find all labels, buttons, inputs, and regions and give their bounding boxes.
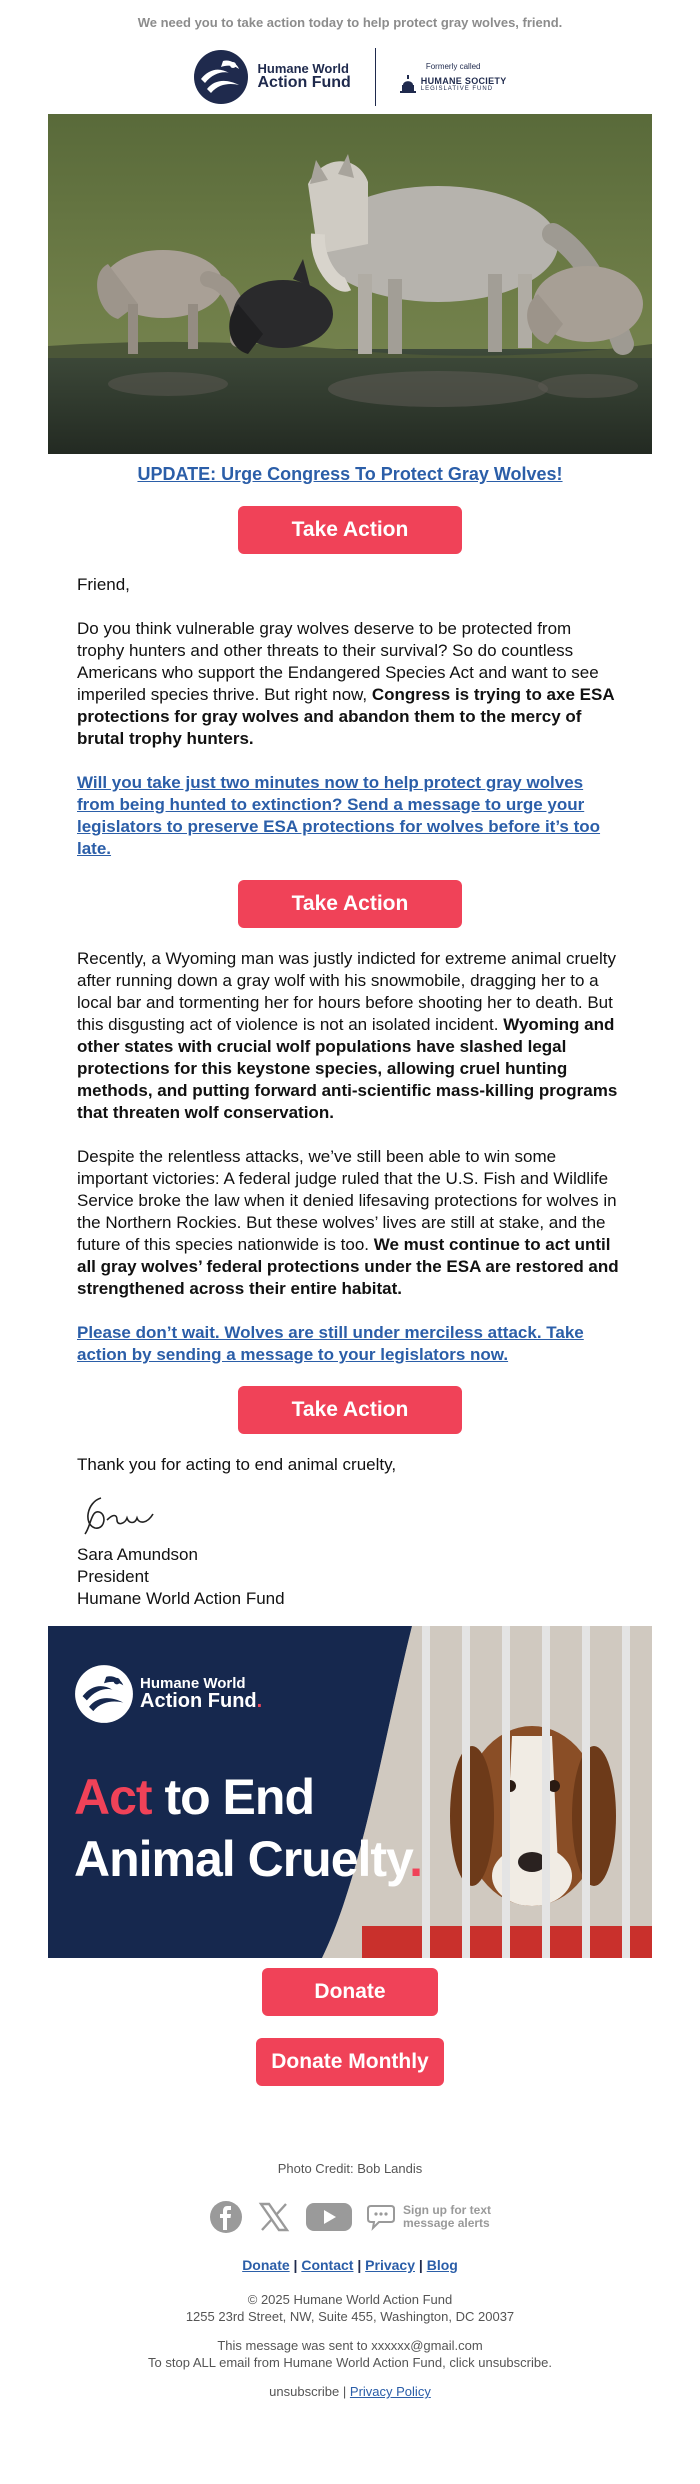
banner-headline-line2-text: Animal Cruelty <box>74 1831 410 1887</box>
mailing-address: 1255 23rd Street, NW, Suite 455, Washington, DC 20037 <box>185 2309 515 2324</box>
signer-name: Sara Amundson <box>77 1545 198 1564</box>
copyright: © 2025 Humane World Action Fund <box>247 2292 453 2307</box>
hsls-sub: LEGISLATIVE FUND <box>420 85 494 92</box>
footer-email-block <box>0 2337 700 2371</box>
footer-address-block <box>0 2291 700 2325</box>
paragraph-2-text: Recently, a Wyoming man was justly indicted for extreme animal cruelty after running down a gray wolf with his snowmobile, dragging her to a local bar and tormenting her for hours before shooting her to death. But this disgusting act of violence is not an isolated incident. <box>77 949 617 1034</box>
donate-monthly-row <box>0 2038 700 2086</box>
paragraph-3 <box>77 1146 623 1300</box>
action-link-1-row <box>77 772 623 860</box>
paragraph-2 <box>77 948 623 1124</box>
paragraph-2-bold: Wyoming and other states with crucial wolf populations have slashed legal protections for this keystone species, allowing cruel hunting methods, and putting forward anti-scientific mass-killing programs that threaten wolf conservation. <box>77 1015 618 1122</box>
footer-link-contact[interactable]: Contact <box>301 2257 354 2273</box>
sms-signup[interactable] <box>367 2202 491 2232</box>
footer-links <box>0 2257 700 2273</box>
preheader-text: We need you to take action today to help protect gray wolves, friend. <box>137 15 563 30</box>
banner-logo-dot: . <box>256 1690 263 1713</box>
signature-image <box>77 1484 623 1544</box>
banner-logo-line2-text: Action Fund <box>140 1690 257 1713</box>
closing-line: Thank you for acting to end animal cruelty, <box>77 1455 397 1474</box>
cta-row-1 <box>0 506 700 554</box>
banner-headline-rest: to End <box>151 1769 314 1825</box>
hwaf-wordmark <box>257 62 350 92</box>
footer-link-donate[interactable]: Donate <box>242 2257 290 2273</box>
formerly-called-label: Formerly called <box>425 61 481 71</box>
paragraph-1 <box>77 618 623 750</box>
footer-separator: | <box>342 2384 347 2399</box>
social-links <box>0 2197 700 2237</box>
facebook-icon[interactable] <box>209 2200 243 2234</box>
logo-divider <box>375 48 376 106</box>
update-link-row <box>0 464 700 490</box>
wolf-photo-illustration <box>48 114 652 454</box>
action-link-2-row <box>77 1322 623 1366</box>
cta-row-2 <box>0 880 700 928</box>
donate-monthly-button[interactable]: Donate Monthly <box>256 2038 444 2086</box>
banner-headline <box>74 1766 422 1890</box>
youtube-icon[interactable] <box>305 2200 353 2234</box>
banner-wordmark <box>140 1676 262 1713</box>
photo-credit: Photo Credit: Bob Landis <box>277 2161 423 2176</box>
signer-org: Humane World Action Fund <box>77 1589 285 1608</box>
take-action-button-3[interactable]: Take Action <box>238 1386 462 1434</box>
sent-to-line: This message was sent to xxxxxx@gmail.com <box>217 2338 483 2353</box>
letter-body-2 <box>0 948 700 1366</box>
logo-header <box>0 40 700 114</box>
banner-logo-line2 <box>140 1691 262 1712</box>
banner-headline-line2 <box>74 1828 422 1890</box>
hsls-logo <box>400 62 507 93</box>
paragraph-3-bold: We must continue to act until all gray wolves’ federal protections under the ESA are restored and strengthened across their entire habitat. <box>77 1235 619 1298</box>
take-action-button-1[interactable]: Take Action <box>238 506 462 554</box>
footer-separator: | <box>357 2257 362 2273</box>
greeting: Friend, <box>77 575 130 594</box>
cta-row-3 <box>0 1386 700 1434</box>
hwaf-line2: Action Fund <box>257 74 351 92</box>
footer-link-privacy[interactable]: Privacy <box>365 2257 415 2273</box>
footer <box>0 2160 700 2400</box>
footer-unsubscribe-row <box>0 2383 700 2400</box>
privacy-policy-link[interactable]: Privacy Policy <box>349 2384 431 2399</box>
footer-separator: | <box>418 2257 423 2273</box>
stop-all-line: To stop ALL email from Humane World Action Fund, click unsubscribe. <box>148 2355 552 2370</box>
banner-logo <box>74 1664 262 1724</box>
banner-globe-icon <box>74 1664 134 1724</box>
hsls-name: HUMANE SOCIETY <box>420 75 507 86</box>
sms-line1: Sign up for text <box>403 2203 491 2218</box>
signer-title: President <box>77 1567 149 1586</box>
banner-headline-red: Act <box>74 1769 152 1825</box>
capitol-icon <box>400 75 416 93</box>
sign-off <box>0 1454 700 1610</box>
paragraph-1-bold: Congress is trying to axe ESA protections for gray wolves and abandon them to the mercy of brutal trophy hunters. <box>77 685 614 748</box>
donate-row <box>0 1968 700 2016</box>
banner-logo-line1: Humane World <box>140 1674 246 1692</box>
banner-headline-dot: . <box>409 1831 423 1887</box>
action-link-1[interactable]: Will you take just two minutes now to help protect gray wolves from being hunted to extinction? Send a message to urge your legislators to preserve ESA protections for wolves before it’s too late. <box>77 773 601 858</box>
action-link-2[interactable]: Please don’t wait. Wolves are still under merciless attack. Take action by sending a message to your legislators now. <box>77 1323 584 1364</box>
chat-bubble-icon <box>367 2202 397 2232</box>
hero-wolf-photo[interactable] <box>48 114 652 454</box>
unsubscribe-link[interactable]: unsubscribe <box>269 2384 340 2399</box>
paragraph-3-text: Despite the relentless attacks, we’ve still been able to win some important victories: A federal judge ruled that the U.S. Fish and Wildlife Service broke the law when it denied lifesaving protections for wolves in the Northern Rockies. But these wolves’ lives are still at stake, and the future of this species nationwide is too. <box>77 1147 617 1254</box>
sms-line2: message alerts <box>403 2216 490 2230</box>
footer-separator: | <box>293 2257 298 2273</box>
signature-icon <box>77 1484 177 1544</box>
signer-block <box>77 1544 623 1610</box>
donate-button[interactable]: Donate <box>262 1968 438 2016</box>
letter-body <box>0 574 700 860</box>
hwaf-line1: Humane World <box>257 60 349 76</box>
x-twitter-icon[interactable] <box>257 2200 291 2234</box>
banner-headline-line1 <box>74 1766 422 1828</box>
footer-link-blog[interactable]: Blog <box>426 2257 458 2273</box>
take-action-button-2[interactable]: Take Action <box>238 880 462 928</box>
donate-banner[interactable] <box>48 1626 652 1958</box>
paragraph-1-text: Do you think vulnerable gray wolves deserve to be protected from trophy hunters and other threats to their survival? So do countless Americans who support the Endangered Species Act and want to see imperiled species thrive. But right now, <box>77 619 599 704</box>
update-link[interactable]: UPDATE: Urge Congress To Protect Gray Wolves! <box>137 464 563 484</box>
hwaf-logo[interactable] <box>193 49 350 105</box>
hwaf-globe-icon <box>193 49 249 105</box>
